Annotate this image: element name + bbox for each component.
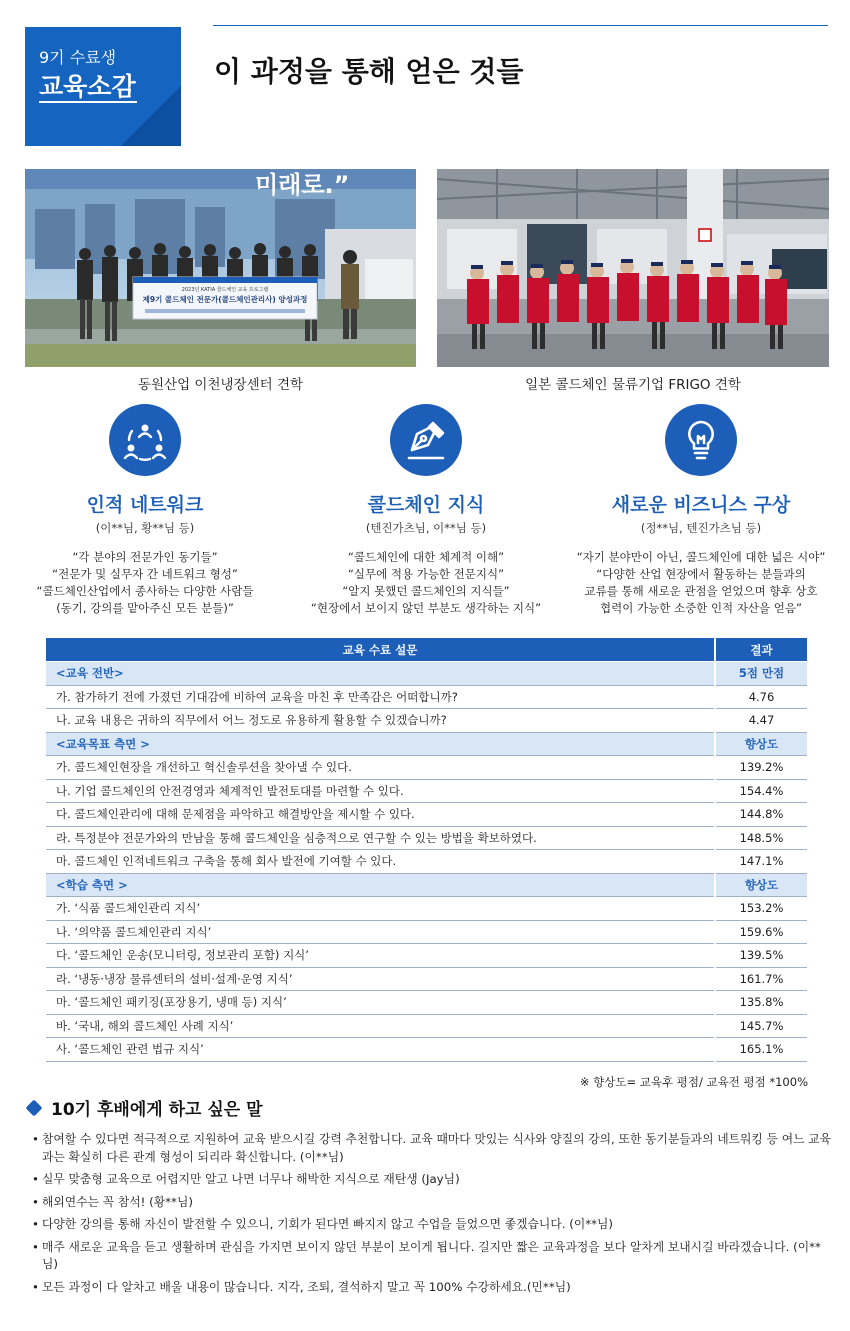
result-cell: 159.6% xyxy=(715,920,807,944)
benefit-quotes xyxy=(290,549,562,617)
benefit-contributors: (텐진가츠님, 이**님 등) xyxy=(365,521,487,535)
quote-line: “실무에 적용 가능한 전문지식” xyxy=(347,567,505,581)
survey-footnote: ※ 향상도= 교육후 평점/ 교육전 평점 *100% xyxy=(579,1075,808,1089)
building-sign: 미래로.” xyxy=(255,171,350,199)
cohort-label: 9기 수료생 xyxy=(39,48,117,67)
section-label: 교육소감 xyxy=(39,72,136,101)
benefit-business xyxy=(565,404,837,617)
result-cell: 153.2% xyxy=(715,897,807,921)
result-cell: 147.1% xyxy=(715,850,807,874)
question-cell: 가. 콜드체인현장을 개선하고 혁신솔루션을 찾아낼 수 있다. xyxy=(46,756,715,780)
benefit-quotes xyxy=(9,549,281,617)
photo-caption-1: 동원산업 이천냉장센터 견학 xyxy=(137,377,304,393)
quote-line: “각 분야의 전문가인 동기들” xyxy=(72,550,218,564)
section-row xyxy=(46,662,807,686)
question-cell: 라. ‘냉동·냉장 물류센터의 설비·설계·운영 지식’ xyxy=(46,967,715,991)
quote-line: (동기, 강의를 맡아주신 모든 분들)” xyxy=(56,601,234,615)
table-header-row xyxy=(46,638,807,662)
table-row xyxy=(46,920,807,944)
result-cell: 144.8% xyxy=(715,803,807,827)
section-unit: 향상도 xyxy=(715,732,807,756)
result-cell: 145.7% xyxy=(715,1014,807,1038)
section-name: <학습 측면 > xyxy=(46,873,715,897)
network-people-icon xyxy=(109,404,181,476)
section-unit: 5점 만점 xyxy=(715,662,807,686)
badge-corner-decoration xyxy=(121,86,181,146)
section-unit: 향상도 xyxy=(715,873,807,897)
table-row xyxy=(46,826,807,850)
quote-line: 협력이 가능한 소중한 인적 자산을 얻음” xyxy=(600,601,802,615)
photo-frigo-visit xyxy=(437,169,829,367)
section-row xyxy=(46,873,807,897)
benefit-knowledge xyxy=(290,404,562,617)
header-result: 결과 xyxy=(715,638,807,662)
question-cell: 나. 교육 내용은 귀하의 직무에서 어느 정도로 유용하게 활용할 수 있겠습니까? xyxy=(46,709,715,733)
pen-nib-icon xyxy=(390,404,462,476)
benefit-title: 인적 네트워크 xyxy=(86,494,204,516)
table-row xyxy=(46,685,807,709)
table-row xyxy=(46,779,807,803)
benefit-contributors: (이**님, 황**님 등) xyxy=(95,521,195,535)
section-name: <교육 전반> xyxy=(46,662,715,686)
question-cell: 가. 참가하기 전에 가졌던 기대감에 비하여 교육을 마친 후 만족감은 어떠합니까? xyxy=(46,685,715,709)
result-cell: 139.5% xyxy=(715,944,807,968)
table-row xyxy=(46,1014,807,1038)
section-badge xyxy=(25,27,181,146)
diamond-bullet-icon xyxy=(26,1099,43,1116)
result-cell: 4.47 xyxy=(715,709,807,733)
quote-line: “알지 못했던 콜드체인의 지식들” xyxy=(342,584,510,598)
question-cell: 나. ‘의약품 콜드체인관리 지식’ xyxy=(46,920,715,944)
question-cell: 나. 기업 콜드체인의 안전경영과 체계적인 발전토대를 마련할 수 있다. xyxy=(46,779,715,803)
result-cell: 4.76 xyxy=(715,685,807,709)
list-item: • 다양한 강의를 통해 자신이 발전할 수 있으니, 기회가 된다면 빠지지 않고 수업을 들었으면 좋겠습니다. (이**님) xyxy=(32,1216,832,1234)
result-cell: 165.1% xyxy=(715,1038,807,1062)
table-row xyxy=(46,897,807,921)
result-cell: 135.8% xyxy=(715,991,807,1015)
question-cell: 마. 콜드체인 인적네트워크 구축을 통해 회사 발전에 기여할 수 있다. xyxy=(46,850,715,874)
table-row xyxy=(46,756,807,780)
table-row xyxy=(46,803,807,827)
quote-line: “콜드체인산업에서 종사하는 다양한 사람들 xyxy=(36,584,254,598)
messages-title: 10기 후배에게 하고 싶은 말 xyxy=(51,1100,263,1120)
table-row xyxy=(46,1038,807,1062)
question-cell: 다. ‘콜드체인 운송(모니터링, 정보관리 포함) 지식’ xyxy=(46,944,715,968)
quote-line: “전문가 및 실무자 간 네트워크 형성” xyxy=(52,567,238,581)
header-question: 교육 수료 설문 xyxy=(46,638,715,662)
list-item: • 모든 과정이 다 알차고 배울 내용이 많습니다. 지각, 조퇴, 결석하지 말고 꼭 100% 수강하세요.(민**님) xyxy=(32,1279,832,1297)
list-item: • 실무 맞춤형 교육으로 어렵지만 알고 나면 너무나 해박한 지식으로 재탄생 (Jay님) xyxy=(32,1171,832,1189)
table-row xyxy=(46,709,807,733)
result-cell: 148.5% xyxy=(715,826,807,850)
messages-heading xyxy=(28,1095,263,1120)
benefit-contributors: (정**님, 텐진가츠님 등) xyxy=(640,521,762,535)
benefit-network xyxy=(9,404,281,617)
quote-line: “자기 분야만이 아닌, 콜드체인에 대한 넓은 시야” xyxy=(576,550,826,564)
table-row xyxy=(46,944,807,968)
question-cell: 다. 콜드체인관리에 대해 문제점을 파악하고 해결방안을 제시할 수 있다. xyxy=(46,803,715,827)
list-item: • 참여할 수 있다면 적극적으로 지원하여 교육 받으시길 강력 추천합니다. 교육 때마다 맛있는 식사와 양질의 강의, 또한 동기분들과의 네트워킹 등 여느 교육과는 확실히 다른 관계 형성이 되리라 확신합니다. (이**님) xyxy=(32,1131,832,1166)
result-cell: 154.4% xyxy=(715,779,807,803)
quote-line: “현장에서 보이지 않던 부분도 생각하는 지식” xyxy=(310,601,542,615)
lightbulb-icon xyxy=(665,404,737,476)
result-cell: 161.7% xyxy=(715,967,807,991)
benefit-title: 새로운 비즈니스 구상 xyxy=(611,494,791,516)
benefit-title: 콜드체인 지식 xyxy=(367,494,485,516)
list-item: • 해외연수는 꼭 참석! (황**님) xyxy=(32,1194,832,1212)
result-cell: 139.2% xyxy=(715,756,807,780)
benefit-quotes xyxy=(565,549,837,617)
photo-caption-2: 일본 콜드체인 물류기업 FRIGO 견학 xyxy=(525,377,741,393)
list-item: • 매주 새로운 교육을 듣고 생활하며 관심을 가지면 보이지 않던 부분이 보이게 됩니다. 길지만 짧은 교육과정을 보다 알차게 보내시길 바라겠습니다. (이**님) xyxy=(32,1239,832,1274)
table-row xyxy=(46,967,807,991)
page-title: 이 과정을 통해 얻은 것들 xyxy=(214,55,524,88)
section-row xyxy=(46,732,807,756)
table-row xyxy=(46,850,807,874)
question-cell: 사. ‘콜드체인 관련 법규 지식’ xyxy=(46,1038,715,1062)
survey-table xyxy=(46,638,807,1062)
messages-list xyxy=(32,1131,832,1301)
question-cell: 라. 특정분야 전문가와의 만남을 통해 콜드체인을 심층적으로 연구할 수 있는 방법을 확보하였다. xyxy=(46,826,715,850)
table-row xyxy=(46,991,807,1015)
banner-line-2: 제9기 콜드체인 전문가(콜드체인관리사) 양성과정 xyxy=(142,295,308,304)
photo-dongwon-visit xyxy=(25,169,416,367)
header-rule xyxy=(213,25,828,26)
question-cell: 마. ‘콜드체인 패키징(포장용기, 냉매 등) 지식’ xyxy=(46,991,715,1015)
question-cell: 바. ‘국내, 해외 콜드체인 사례 지식’ xyxy=(46,1014,715,1038)
section-name: <교육목표 측면 > xyxy=(46,732,715,756)
quote-line: “콜드체인에 대한 체계적 이해” xyxy=(347,550,505,564)
banner-line-1: 2023년 KATIA 콜드체인 교육 프로그램 xyxy=(181,287,269,293)
quote-line: 교류를 통해 새로운 관점을 얻었으며 향후 상호 xyxy=(584,584,818,598)
quote-line: “다양한 산업 현장에서 활동하는 분들과의 xyxy=(596,567,806,581)
question-cell: 가. ‘식품 콜드체인관리 지식’ xyxy=(46,897,715,921)
